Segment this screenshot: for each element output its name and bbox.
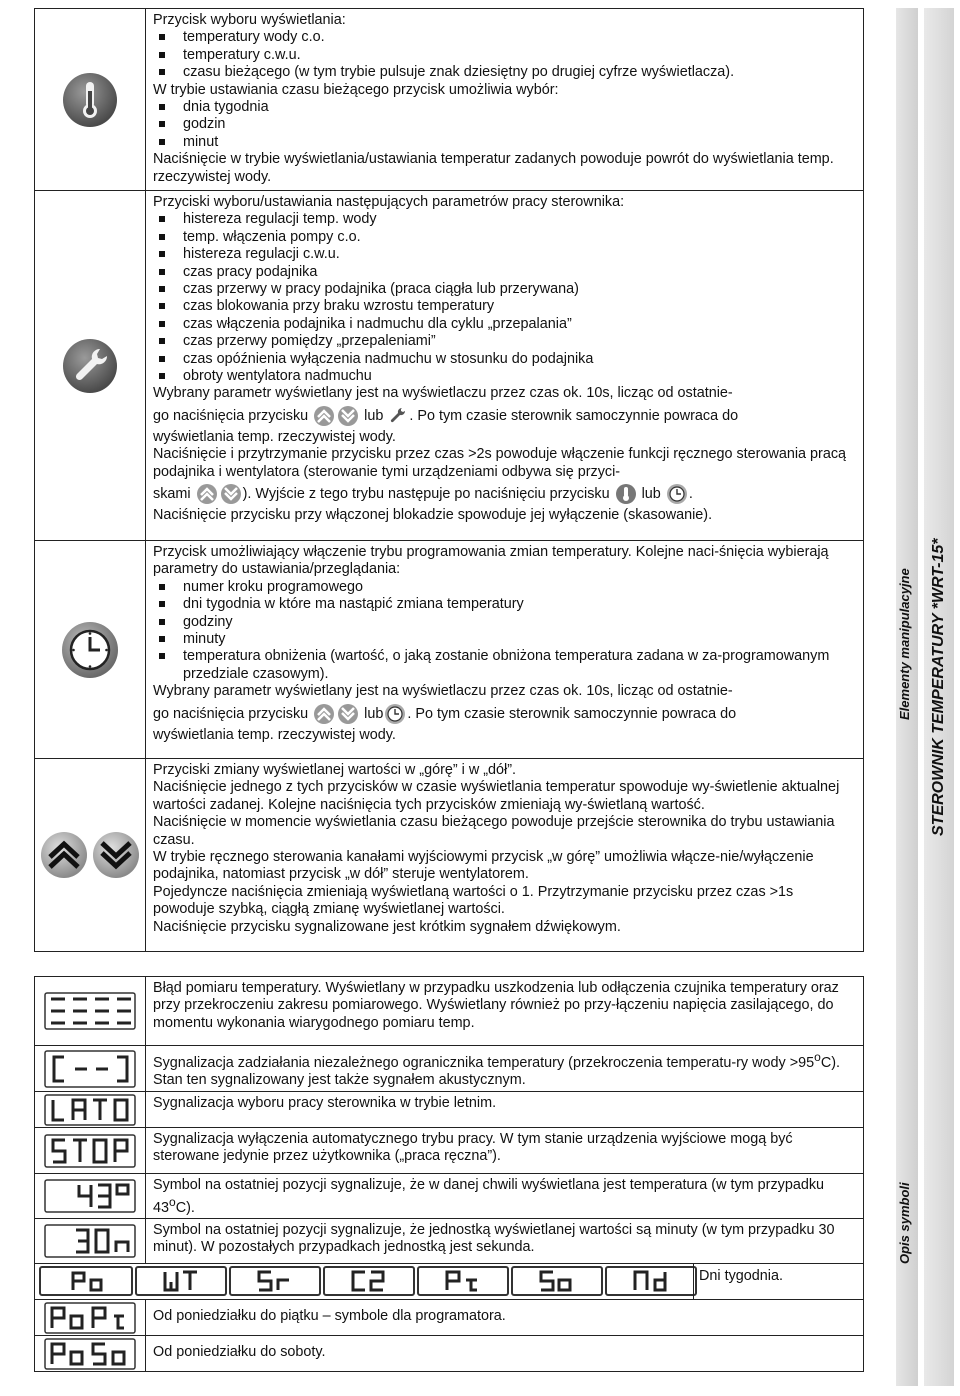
lcd-day-sr (231, 1268, 319, 1294)
row-stop-symbol (35, 1128, 863, 1174)
list-item: temp. włączenia pompy c.o. (153, 229, 857, 246)
timeout-text: Wybrany parametr wyświetlany jest na wyświetlaczu przez czas ok. 10s, licząc od ostatnie- (153, 683, 733, 700)
paragraph: Naciśnięcie w momencie wyświetlania czasu bieżącego powoduje przejście sterownika do trybu ustawiania czasu. (153, 814, 835, 848)
list-item: czas przerwy w pracy podajnika (praca ciągła lub przerywana) (153, 281, 857, 298)
limiter-symbol-description: Sygnalizacja zadziałania niezależnego ogranicznika temperatury (przekroczenia temperatu-ry wody $>95^oC$). Stan ten sygnalizowany jest także sygnałem akustycznym. (153, 1050, 840, 1089)
day-wednesday (229, 1266, 321, 1296)
list-item: czas przerwy pomiędzy „przepaleniami” (153, 333, 857, 350)
down-arrow-small-icon (337, 703, 359, 725)
up-arrow-small-icon (313, 703, 335, 725)
thermometer-icon (61, 71, 119, 129)
lcd-cell (35, 1336, 146, 1372)
manual-mode-text: Naciśnięcie i przytrzymanie przycisku przez czas >2s powoduje włączenie funkcji ręcznego sterowania pracą podajnika i wentylatora (sterowanie tymi urządzeniami odbywa się przyci- (153, 446, 847, 480)
intro-text: Przycisk wyboru wyświetlania: (153, 12, 346, 28)
timeout-text-cont: go naciśnięcia przycisku lub . Po tym czasie sterownik samoczynnie powraca do (153, 403, 857, 429)
row-mon-fri-symbol (35, 1300, 863, 1336)
list-item: godziny (153, 614, 857, 631)
thermometer-small-icon (615, 483, 637, 505)
lcd-summer-symbol (44, 1094, 136, 1126)
row-minutes-symbol (35, 1219, 863, 1264)
lcd-minutes-symbol (44, 1224, 136, 1258)
clock-icon (60, 620, 120, 680)
section-label-controls: Elementy manipulacyjne (897, 568, 912, 720)
list-item: dnia tygodnia (153, 99, 857, 116)
lcd-day-so (513, 1268, 601, 1294)
lcd-stop-symbol (44, 1134, 136, 1168)
down-arrow-small-icon (337, 405, 359, 427)
stop-symbol-description: Sygnalizacja wyłączenia automatycznego trybu pracy. W tym stanie urządzenia wyjściowe mogą być sterowane jedynie przez użytkownika („praca ręczna”). (153, 1131, 793, 1165)
lcd-cell (35, 977, 146, 1045)
manual-mode-text-cont: skami ). Wyjście z tego trybu następuje po naciśnięciu przycisku lub . (153, 481, 857, 507)
lcd-cell (35, 1300, 146, 1335)
display-button-description (147, 9, 863, 190)
wrench-icon (61, 337, 119, 395)
up-arrow-small-icon (313, 405, 335, 427)
controls-table (34, 8, 864, 952)
icon-cell (35, 759, 146, 951)
lcd-day-wt (137, 1268, 225, 1294)
row-error-symbol (35, 977, 863, 1046)
lcd-day-pt (419, 1268, 507, 1294)
lcd-cell (35, 1128, 146, 1173)
summer-symbol-description: Sygnalizacja wyboru pracy sterownika w trybie letnim. (153, 1095, 497, 1111)
paragraph: W trybie ręcznego sterowania kanałami wyjściowymi przycisk „w górę” umożliwia włącze-nie/wyłączenie podajnika, natomiast przycisk „w dół” steruje wentylatorem. (153, 849, 814, 883)
list-item: dni tygodnia w które ma nastąpić zmiana temperatury (153, 596, 857, 613)
section-label-symbols: Opis symboli (897, 1182, 912, 1264)
list-item: histereza regulacji c.w.u. (153, 246, 857, 263)
program-button-description (147, 541, 863, 758)
weekday-divider (693, 1264, 694, 1299)
temp-symbol-description: Symbol na ostatniej pozycji sygnalizuje, że w danej chwili wyświetlana jest temperatura (w tym przypadku 43$^o$C). (153, 1177, 825, 1217)
display-options-list (153, 29, 857, 81)
sidebar (896, 8, 954, 1386)
time-setting-text: W trybie ustawiania czasu bieżącego przycisk umożliwia wybór: (153, 81, 559, 98)
row-weekdays (35, 1264, 863, 1300)
icon-cell (35, 9, 146, 190)
clock-small-icon (384, 703, 406, 725)
row-params-button (35, 191, 863, 541)
day-tuesday (135, 1266, 227, 1296)
paragraph: Naciśnięcie przycisku sygnalizowane jest krótkim sygnałem dźwiękowym. (153, 918, 621, 935)
wrench-small-icon (388, 405, 408, 427)
timeout-text-cont: go naciśnięcia przycisku lub . Po tym czasie sterownik samoczynnie powraca do (153, 701, 857, 727)
lcd-mon-sat-symbol (44, 1338, 136, 1370)
lcd-mon-fri-symbol (44, 1302, 136, 1334)
clock-small-icon (666, 483, 688, 505)
list-item: godzin (153, 116, 857, 133)
list-item: numer kroku programowego (153, 579, 857, 596)
lcd-cell (35, 1219, 146, 1263)
weekday-symbols (35, 1264, 863, 1299)
paragraph: Naciśnięcie jednego z tych przycisków w czasie wyświetlania temperatur spowoduje wy-świetlenie aktualnej wartości zadanej. Kolejne naciśnięcia tych przycisków zmieniają wy-świetlaną wartość. (153, 779, 840, 813)
list-item: czas włączenia podajnika i nadmuchu dla cyklu „przepalania” (153, 316, 857, 333)
return-text: Naciśnięcie w trybie wyświetlania/ustawiania temperatur zadanych powoduje powrót do wyświetlania temp. rzeczywistej wody. (153, 151, 834, 185)
lcd-cell (35, 1174, 146, 1218)
lcd-day-cz (325, 1268, 413, 1294)
day-sunday (605, 1266, 697, 1296)
weekdays-description: Dni tygodnia. (699, 1268, 783, 1284)
list-item: czas opóźnienia wyłączenia nadmuchu w stosunku do podajnika (153, 351, 857, 368)
row-program-button (35, 541, 863, 759)
paragraph: Przyciski zmiany wyświetlanej wartości w „górę” i w „dół”. (153, 762, 517, 778)
up-arrow-icon (39, 830, 89, 880)
lcd-cell (35, 1046, 146, 1091)
paragraph: Pojedyncze naciśnięcia zmieniają wyświetlaną wartości o 1. Przytrzymanie przycisku przez czas >1s powoduje szybką, ciągłą zmianę wyświetlanej wartości. (153, 883, 794, 918)
lcd-day-nd (607, 1268, 695, 1294)
parameters-list (153, 211, 857, 385)
list-item: czasu bieżącego (w tym trybie pulsuje znak dziesiętny po drugiej cyfrze wyświetlacza). (153, 64, 857, 81)
error-symbol-description: Błąd pomiaru temperatury. Wyświetlany w przypadku uszkodzenia lub odłączenia czujnika temperatury oraz przy przekroczeniu zakresu pomiarowego. Wyświetlany również po przy-łączeniu napięcia zasilającego, do momentu wykonania wiarygodnego pomiaru temp. (153, 980, 839, 1031)
row-limiter-symbol (35, 1046, 863, 1092)
timeout-text: Wybrany parametr wyświetlany jest na wyświetlaczu przez czas ok. 10s, licząc od ostatnie- (153, 385, 733, 402)
down-arrow-icon (91, 830, 141, 880)
row-updown-buttons (35, 759, 863, 951)
list-item: histereza regulacji temp. wody (153, 211, 857, 228)
list-item: minuty (153, 631, 857, 648)
return-text: wyświetlania temp. rzeczywistej wody. (153, 428, 396, 445)
row-temp-symbol (35, 1174, 863, 1219)
lcd-limiter-symbol (44, 1050, 136, 1088)
row-display-button (35, 9, 863, 191)
program-params-list (153, 579, 857, 683)
row-summer-symbol (35, 1092, 863, 1128)
list-item: obroty wentylatora nadmuchu (153, 368, 857, 385)
list-item: czas blokowania przy braku wzrostu temperatury (153, 298, 857, 315)
icon-cell (35, 191, 146, 540)
lcd-cell (35, 1092, 146, 1127)
minutes-symbol-description: Symbol na ostatniej pozycji sygnalizuje, że jednostką wyświetlanej wartości są minuty (w tym przypadku 30 minut). W pozostałych przypadkach jednostką jest sekunda. (153, 1222, 835, 1256)
time-options-list (153, 99, 857, 151)
day-friday (417, 1266, 509, 1296)
day-saturday (511, 1266, 603, 1296)
day-monday (39, 1266, 133, 1296)
lcd-day-po (41, 1268, 131, 1294)
return-text: wyświetlania temp. rzeczywistej wody. (153, 726, 396, 743)
intro-text: Przycisk umożliwiający włączenie trybu programowania zmian temperatury. Kolejne naci-śnięcia wybierają parametry do ustawiania/przeglądania: (153, 544, 829, 578)
lcd-error-symbol (44, 992, 136, 1030)
lcd-temperature-symbol (44, 1179, 136, 1213)
list-item: temperatury c.w.u. (153, 47, 857, 64)
list-item: minut (153, 134, 857, 151)
day-thursday (323, 1266, 415, 1296)
params-button-description (147, 191, 863, 540)
list-item: temperatura obniżenia (wartość, o jaką zostanie obniżona temperatura zadana w za-programowanym przedziale czasowym). (153, 648, 857, 683)
product-title: STEROWNIK TEMPERATURY *WRT-15* (930, 538, 947, 836)
down-arrow-small-icon (220, 483, 242, 505)
updown-buttons-description (147, 759, 863, 951)
list-item: czas pracy podajnika (153, 264, 857, 281)
symbols-table (34, 976, 864, 1372)
unlock-text: Naciśnięcie przycisku przy włączonej blokadzie spowoduje jej wyłączenie (skasowanie). (153, 507, 713, 524)
intro-text: Przyciski wyboru/ustawiania następujących parametrów pracy sterownika: (153, 194, 625, 210)
icon-cell (35, 541, 146, 758)
row-mon-sat-symbol (35, 1336, 863, 1372)
mon-sat-description: Od poniedziałku do soboty. (153, 1344, 326, 1360)
mon-fri-description: Od poniedziałku do piątku – symbole dla programatora. (153, 1308, 506, 1324)
up-arrow-small-icon (196, 483, 218, 505)
list-item: temperatury wody c.o. (153, 29, 857, 46)
